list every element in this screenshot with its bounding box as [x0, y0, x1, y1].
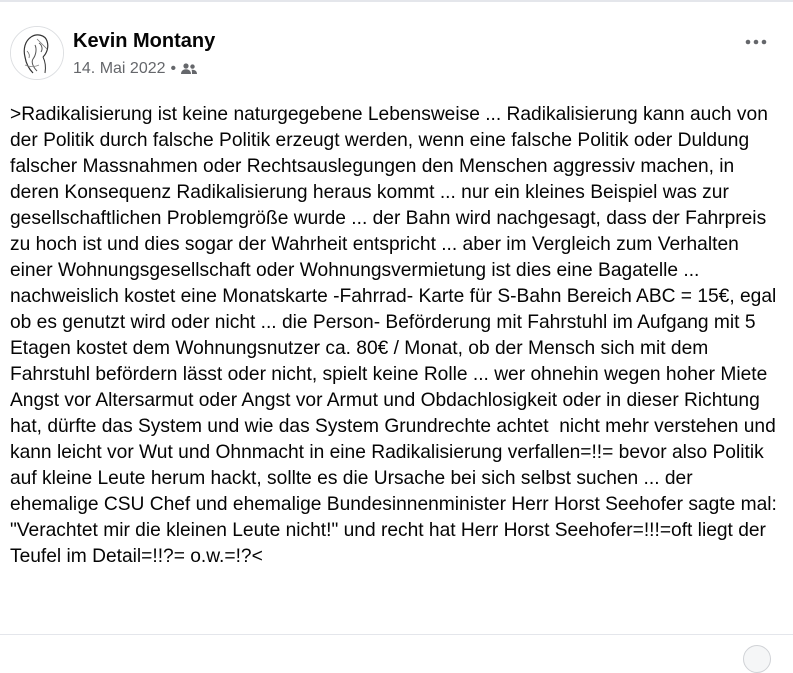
- author-avatar[interactable]: [10, 26, 64, 80]
- next-post-avatar[interactable]: [743, 645, 771, 673]
- more-options-icon: [745, 39, 767, 45]
- bottom-divider: [0, 634, 793, 635]
- post-body-text: >Radikalisierung ist keine naturgegebene Lebensweise ... Radikalisierung kann auch von der Politik durch falsche Politik erzeugt werden, wenn eine falsche Politik oder Duldung falscher Massnahmen oder Rechtsauslegungen den Menschen aggressiv machen, in deren Konsequenz Radikalisierung heraus kommt ... nur ein kleines Beispiel was zur gesellschaftlichen Problemgröße wurde ... der Bahn wird nachgesagt, dass der Fahrpreis zu hoch ist und dies sogar der Wahrheit entspricht ... aber im Vergleich zum Verhalten einer Wohnungsgesellschaft oder Wohnungsvermietung ist dies eine Bagatelle ... nachweislich kostet eine Monatskarte -Fahrrad- Karte für S-Bahn Bereich ABC = 15€, egal ob es genutzt wird oder nicht ... die Person- Beförderung mit Fahrstuhl im Aufgang mit 5 Etagen kostet dem Wohnungsnutzer ca. 80€ / Monat, ob der Mensch sich mit dem Fahrstuhl befördern lässt oder nicht, spielt keine Rolle ... wer ohnehin wegen hoher Miete Angst vor Altersarmut oder Angst vor Armut und Obdachlosigkeit oder in dieser Richtung hat, dürfte das System und wie das System Grundrechte achtet nicht mehr verstehen und kann leicht vor Wut und Ohnmacht in eine Radikalisierung verfallen=!!= bevor also Politik auf kleine Leute herum hackt, sollte es die Ursache bei sich selbst suchen ... der ehemalige CSU Chef und ehemalige Bundesinnenminister Herr Horst Seehofer sagte mal: "Verachtet mir die kleinen Leute nicht!" und recht hat Herr Horst Seehofer=!!!=oft liegt der Teufel im Detail=!!?= o.w.=!?<: [10, 104, 783, 567]
- meta-separator: •: [170, 60, 177, 77]
- avatar-sketch-icon: [11, 27, 63, 79]
- post-header: [10, 26, 780, 86]
- more-options-button[interactable]: [742, 34, 770, 50]
- post-date[interactable]: 14. Mai 2022: [73, 60, 166, 77]
- friends-icon[interactable]: [180, 62, 198, 76]
- author-name[interactable]: Kevin Montany: [73, 30, 216, 52]
- post-meta: [73, 60, 198, 78]
- post-card: [0, 2, 793, 636]
